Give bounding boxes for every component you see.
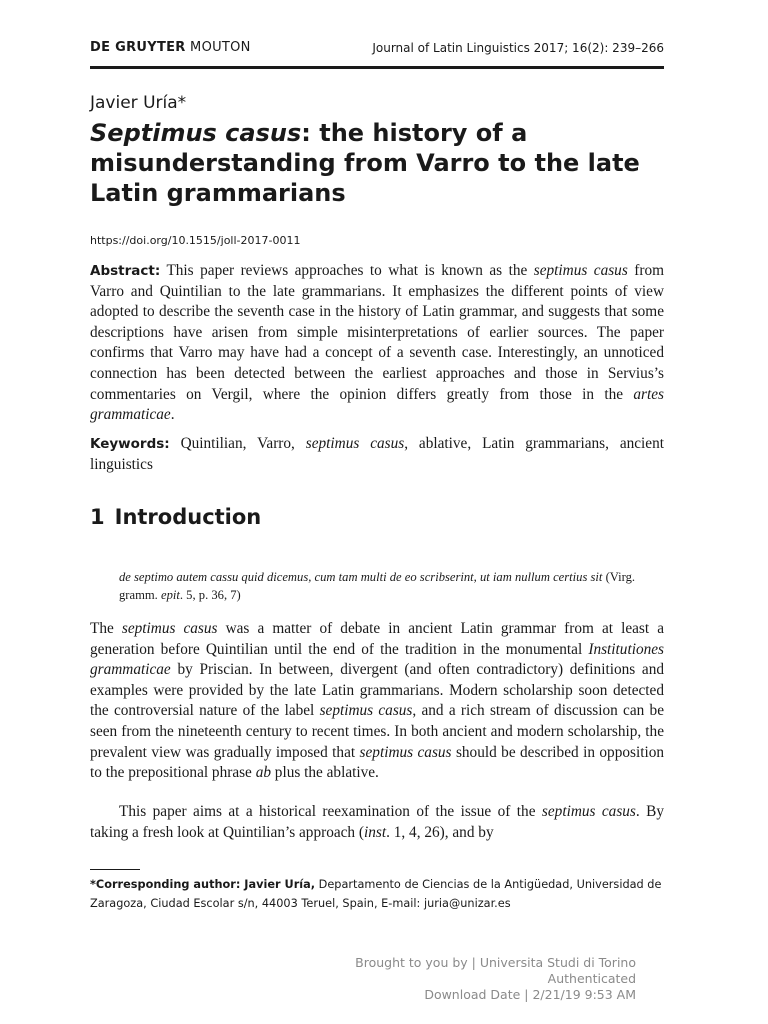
epigraph-quote: de septimo autem cassu quid dicemus, cum tam multi de eo scribserint, ut iam nullum certius sit	[119, 570, 603, 584]
section-title: Introduction	[114, 505, 262, 529]
article-title	[90, 118, 670, 208]
doi-link[interactable]: https://doi.org/10.1515/joll-2017-0011	[90, 234, 301, 247]
italic-term: septimus casus	[319, 702, 413, 720]
epigraph-source: . 5, p. 36, 7)	[179, 588, 241, 602]
paragraph-2	[90, 802, 664, 843]
title-rest: : the history of a misunderstanding from Varro to the late Latin grammarians	[90, 119, 640, 207]
abstract	[90, 261, 664, 426]
keyword-term: septimus casus	[305, 435, 405, 452]
keywords-text: Quintilian, Varro,	[169, 435, 306, 452]
publisher-name-bold: DE GRUYTER	[90, 40, 186, 55]
publisher-logo	[90, 40, 251, 55]
footnote	[90, 875, 670, 913]
paragraph-text: . 1, 4, 26), and by	[386, 823, 494, 841]
abstract-term: artes grammaticae	[90, 385, 664, 424]
running-header	[90, 40, 664, 68]
paragraph-text: The	[90, 620, 122, 637]
epigraph	[119, 568, 664, 604]
footnote-rule	[90, 869, 140, 870]
abstract-text: .	[170, 406, 175, 424]
section-heading	[90, 505, 261, 529]
title-italic-part: Septimus casus	[90, 119, 302, 147]
epigraph-source-italic: epit	[160, 588, 180, 602]
italic-term: inst	[364, 823, 387, 841]
paragraph-text: plus the ablative.	[270, 764, 379, 782]
abstract-label: Abstract:	[90, 263, 161, 279]
keywords-label: Keywords:	[90, 436, 170, 452]
italic-term: septimus casus	[541, 803, 636, 820]
abstract-term: septimus casus	[533, 262, 628, 279]
paragraph-text: , and a rich stream of discussion can be seen from the nineteenth century to recent times. In both ancient and modern scholarship, the prevalent view was gradually imposed that	[90, 702, 664, 761]
header-rule	[90, 66, 664, 69]
epigraph-source: (Virg. gramm.	[119, 570, 636, 602]
paragraph-text: was a matter of debate in ancient Latin grammar from at least a generation before Quintilian until the end of the tradition in the monumental	[90, 620, 665, 658]
keywords-text: , ablative, Latin grammarians, ancient linguistics	[90, 435, 664, 473]
italic-term: septimus casus	[121, 620, 218, 637]
keywords	[90, 434, 664, 475]
journal-citation: Journal of Latin Linguistics 2017; 16(2): 239–266	[372, 41, 664, 55]
italic-term: Institutiones grammaticae	[90, 640, 664, 679]
publisher-name-rest: MOUTON	[190, 40, 251, 55]
stamp-line-3: Download Date | 2/21/19 9:53 AM	[424, 987, 636, 1002]
footnote-label: *Corresponding author: Javier Uría,	[90, 878, 316, 891]
paragraph-text: This paper aims at a historical reexamination of the issue of the	[119, 803, 542, 820]
paragraph-text: should be described in opposition to the prepositional phrase	[90, 743, 664, 782]
paragraph-text: . By taking a fresh look at Quintilian’s approach (	[90, 803, 664, 841]
abstract-text: from Varro and Quintilian to the late grammarians. It emphasizes the different points of view adopted to describe the seventh case in the history of Latin grammar, and suggests that some descriptions have arisen from simple misinterpretations of earlier sources. The paper confirms that Varro may have had a concept of a seventh case. Interestingly, an unnoticed connection has been detected between the earliest approaches and those in Servius’s commentaries on Vergil, where the opinion differs greatly from those in the	[90, 262, 665, 403]
stamp-line-2: Authenticated	[547, 971, 636, 986]
stamp-line-1: Brought to you by | Universita Studi di Torino	[355, 955, 636, 970]
italic-term: septimus casus	[359, 743, 452, 761]
paragraph-1	[90, 619, 664, 784]
italic-term: ab	[255, 764, 271, 782]
download-stamp	[355, 955, 636, 1003]
author-name: Javier Uría*	[90, 93, 187, 113]
paragraph-text: by Priscian. In between, divergent (and often contradictory) definitions and examples were provided by the late Latin grammarians. Modern scholarship soon detected the controversial nature of the label	[90, 661, 664, 720]
section-number: 1	[90, 505, 105, 529]
footnote-text: Departamento de Ciencias de la Antigüedad, Universidad de Zaragoza, Ciudad Escolar s/n, 44003 Teruel, Spain, E-mail: juria@unizar.es	[90, 878, 662, 910]
abstract-text: This paper reviews approaches to what is known as the	[160, 262, 534, 279]
